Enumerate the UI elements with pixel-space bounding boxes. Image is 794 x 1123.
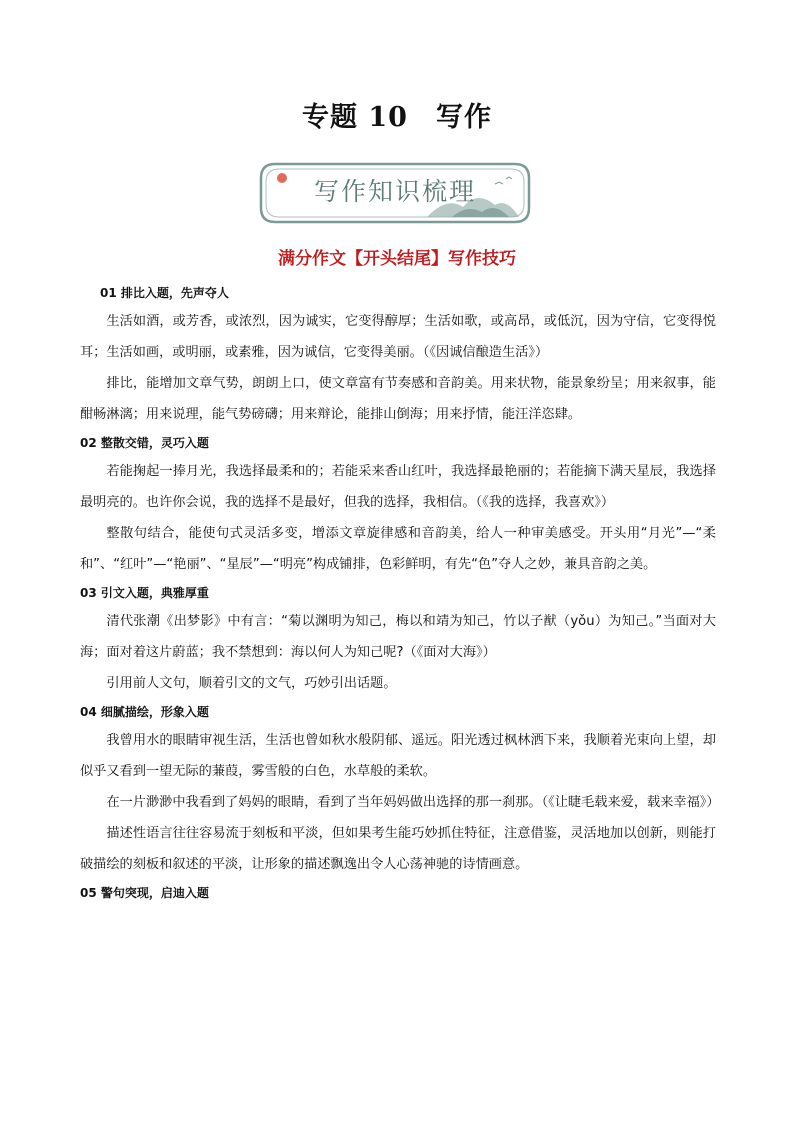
explanation-paragraph: 描述性语言往往容易流于刻板和平淡，但如果考生能巧妙抓住特征，注意借鉴，灵活地加以创新，则能打破描绘的刻板和叙述的平淡，让形象的描述飘逸出令人心荡神驰的诗情画意。 [80, 826, 716, 872]
item-heading: 02 整散交错，灵巧入题 [80, 436, 209, 450]
example-paragraph: 我曾用水的眼睛审视生活，生活也曾如秋水般阴郁、遥远。阳光透过枫林洒下来，我顺着光束向上望，却似乎又看到一望无际的蒹葭，雾雪般的白色，水草般的柔软。 [80, 733, 716, 779]
banner-title: 写作知识梳理 [313, 177, 476, 206]
example-paragraph: 在一片渺渺中我看到了妈妈的眼睛，看到了当年妈妈做出选择的那一刹那。（《让睫毛载来爱，载来幸福》） [106, 795, 720, 810]
item-heading: 04 细腻描绘，形象入题 [80, 705, 209, 719]
explanation-paragraph: 引用前人文句，顺着引文的文气，巧妙引出话题。 [106, 676, 397, 691]
explanation-paragraph: 整散句结合，能使句式灵活多变，增添文章旋律感和音韵美，给人一种审美感受。开头用“月光”—“柔和”、“红叶”—“艳丽”、“星辰”—“明亮”构成铺排，色彩鲜明，有先“色”夺人之妙，兼具音韵之美。 [80, 526, 716, 572]
page-title: 专题 10 写作 [302, 102, 492, 133]
section-heading: 满分作文【开头结尾】写作技巧 [278, 249, 516, 269]
example-paragraph: 生活如酒，或芳香，或浓烈，因为诚实，它变得醇厚；生活如歌，或高昂，或低沉，因为守信，它变得悦耳；生活如画，或明丽，或素雅，因为诚信，它变得美丽。（《因诚信酿造生活》） [80, 314, 716, 360]
explanation-paragraph: 排比，能增加文章气势，朗朗上口，使文章富有节奏感和音韵美。用来状物，能景象纷呈；用来叙事，能酣畅淋漓；用来说理，能气势磅礴；用来辩论，能排山倒海；用来抒情，能汪洋恣肆。 [80, 376, 716, 422]
article-body [80, 280, 720, 906]
item-heading: 05 警句突现，启迪入题 [80, 886, 209, 900]
section-banner [257, 160, 533, 226]
item-heading: 03 引文入题，典雅厚重 [80, 586, 209, 600]
example-paragraph: 若能掬起一捧月光，我选择最柔和的；若能采来香山红叶，我选择最艳丽的；若能摘下满天星辰，我选择最明亮的。也许你会说，我的选择不是最好，但我的选择，我相信。（《我的选择，我喜欢》） [80, 464, 716, 510]
item-heading: 01 排比入题，先声夺人 [100, 286, 229, 300]
example-paragraph: 清代张潮《出梦影》中有言：“菊以渊明为知己，梅以和靖为知己，竹以子猷（yǒu）为知己。”当面对大海；面对着这片蔚蓝；我不禁想到：海以何人为知己呢?（《面对大海》） [80, 614, 716, 660]
